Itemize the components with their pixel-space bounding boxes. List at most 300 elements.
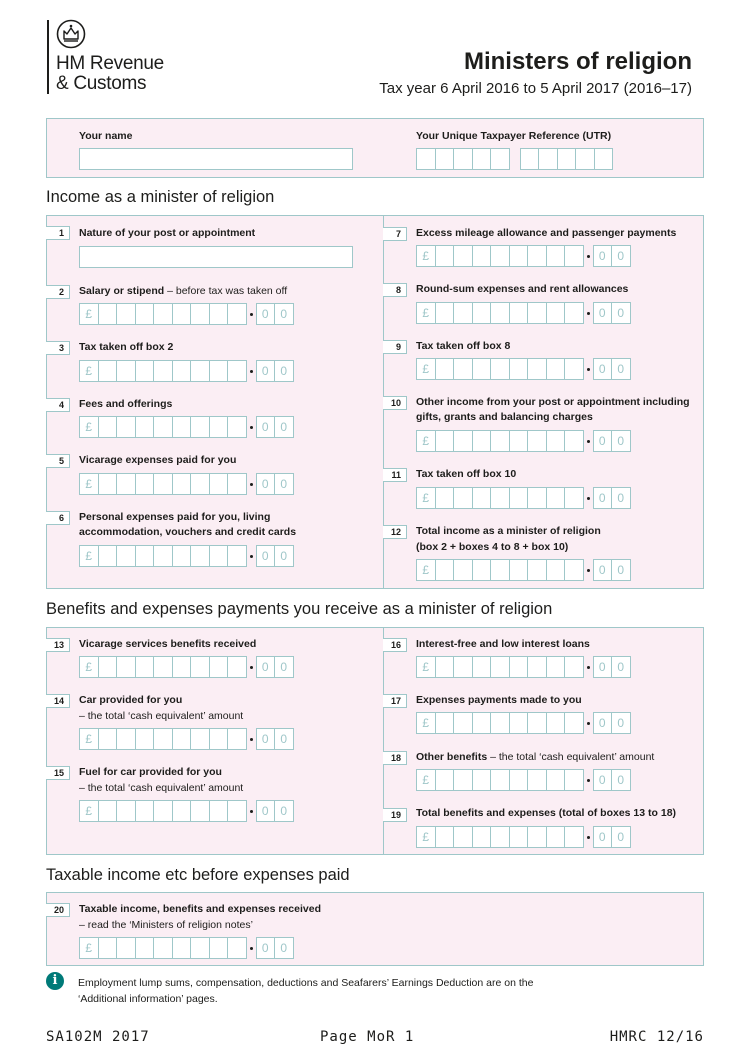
utr-digit[interactable]	[453, 148, 473, 170]
pence-digit[interactable]: 0	[593, 430, 613, 452]
pounds-digit[interactable]	[453, 559, 473, 581]
pounds-digit[interactable]	[172, 545, 192, 567]
pounds-digit[interactable]	[564, 559, 584, 581]
hmrc-logo-text	[56, 54, 164, 94]
pounds-digit[interactable]	[190, 545, 210, 567]
pounds-digit-currency[interactable]: £	[79, 303, 99, 325]
utr-digit[interactable]	[416, 148, 436, 170]
pence-digit[interactable]: 0	[274, 360, 294, 382]
pounds-digit-currency[interactable]: £	[416, 430, 436, 452]
utr-label: Your Unique Taxpayer Reference (UTR)	[416, 130, 612, 142]
utr-digit[interactable]	[557, 148, 577, 170]
box-18-label-main: Other benefits	[416, 751, 488, 763]
pounds-digit[interactable]	[172, 473, 192, 495]
pounds-digit[interactable]	[509, 302, 529, 324]
pounds-digit[interactable]	[453, 430, 473, 452]
pounds-digit[interactable]	[435, 656, 455, 678]
box-10-label-line-2: gifts, grants and balancing charges	[416, 411, 593, 423]
pounds-digit[interactable]	[564, 358, 584, 380]
decimal-point	[584, 487, 593, 509]
pence-digit[interactable]: 0	[256, 937, 276, 959]
pounds-digit[interactable]	[209, 937, 229, 959]
pounds-digit[interactable]	[546, 712, 566, 734]
pounds-digit[interactable]	[546, 559, 566, 581]
pence-digit[interactable]: 0	[256, 728, 276, 750]
box-number-6: 6	[46, 511, 70, 525]
pounds-digit[interactable]	[527, 245, 547, 267]
pounds-digit[interactable]	[190, 728, 210, 750]
pounds-digit[interactable]	[116, 656, 136, 678]
pounds-digit[interactable]	[509, 430, 529, 452]
pence-digit[interactable]: 0	[256, 303, 276, 325]
pounds-digit[interactable]	[546, 302, 566, 324]
pounds-digit[interactable]	[472, 769, 492, 791]
pence-digit[interactable]: 0	[611, 302, 631, 324]
box-17-amount[interactable]	[416, 712, 631, 734]
pounds-digit[interactable]	[490, 358, 510, 380]
pounds-digit[interactable]	[190, 800, 210, 822]
pence-digit[interactable]: 0	[611, 430, 631, 452]
pounds-digit[interactable]	[98, 473, 118, 495]
pounds-digit[interactable]	[527, 358, 547, 380]
pence-digit[interactable]: 0	[274, 937, 294, 959]
pounds-digit[interactable]	[116, 728, 136, 750]
section-heading-taxable: Taxable income etc before expenses paid	[46, 866, 350, 884]
pounds-digit[interactable]	[564, 245, 584, 267]
pounds-digit[interactable]	[209, 728, 229, 750]
pounds-digit[interactable]	[472, 559, 492, 581]
box-4-amount[interactable]	[79, 416, 294, 438]
box-number-10: 10	[383, 396, 407, 410]
box-number-15: 15	[46, 766, 70, 780]
pounds-digit[interactable]	[453, 712, 473, 734]
pounds-digit-currency[interactable]: £	[416, 358, 436, 380]
pence-digit[interactable]: 0	[274, 416, 294, 438]
box-18-label-note: – the total ‘cash equivalent’ amount	[487, 751, 655, 763]
pence-digit[interactable]: 0	[593, 712, 613, 734]
pence-digit[interactable]: 0	[593, 487, 613, 509]
pounds-digit[interactable]	[435, 358, 455, 380]
pounds-digit[interactable]	[509, 487, 529, 509]
pounds-digit-currency[interactable]: £	[79, 545, 99, 567]
info-note-line-1: Employment lump sums, compensation, deductions and Seafarers’ Earnings Deduction are on the	[78, 977, 534, 989]
pounds-digit-currency[interactable]: £	[416, 712, 436, 734]
pounds-digit[interactable]	[135, 303, 155, 325]
pounds-digit[interactable]	[153, 800, 173, 822]
pence-digit[interactable]: 0	[611, 769, 631, 791]
box-2-label-main: Salary or stipend	[79, 285, 165, 297]
box-9-label: Tax taken off box 8	[416, 340, 511, 352]
box-3-amount[interactable]	[79, 360, 294, 382]
pounds-digit[interactable]	[98, 303, 118, 325]
pence-digit[interactable]: 0	[256, 545, 276, 567]
pounds-digit[interactable]	[509, 712, 529, 734]
pounds-digit[interactable]	[227, 473, 247, 495]
logo-divider	[47, 20, 49, 94]
pence-digit[interactable]: 0	[611, 559, 631, 581]
pounds-digit[interactable]	[546, 769, 566, 791]
pence-digit[interactable]: 0	[256, 416, 276, 438]
pence-digit[interactable]: 0	[611, 826, 631, 848]
pounds-digit[interactable]	[153, 656, 173, 678]
box-5-label: Vicarage expenses paid for you	[79, 454, 237, 466]
pounds-digit[interactable]	[490, 430, 510, 452]
pence-boxes	[256, 728, 294, 750]
box-7-label: Excess mileage allowance and passenger payments	[416, 227, 677, 239]
pounds-digit[interactable]	[509, 358, 529, 380]
pounds-digit[interactable]	[98, 937, 118, 959]
pounds-digit[interactable]	[453, 826, 473, 848]
decimal-point	[247, 728, 256, 750]
pounds-digit[interactable]	[472, 245, 492, 267]
pounds-digit[interactable]	[153, 416, 173, 438]
pounds-digit-currency[interactable]: £	[416, 656, 436, 678]
pounds-digit[interactable]	[472, 302, 492, 324]
box-6-label: Personal expenses paid for you, living	[79, 511, 271, 523]
pounds-digit[interactable]	[116, 303, 136, 325]
pounds-digit[interactable]	[98, 800, 118, 822]
pounds-digit[interactable]	[435, 487, 455, 509]
pounds-digit[interactable]	[435, 769, 455, 791]
pounds-digit[interactable]	[490, 302, 510, 324]
pence-boxes	[593, 656, 631, 678]
box-11-amount[interactable]	[416, 487, 631, 509]
box-14-amount[interactable]	[79, 728, 294, 750]
pounds-digit[interactable]	[564, 430, 584, 452]
utr-digit[interactable]	[435, 148, 455, 170]
pounds-digit[interactable]	[116, 473, 136, 495]
pounds-digit[interactable]	[453, 656, 473, 678]
pounds-digit[interactable]	[172, 800, 192, 822]
pounds-digit[interactable]	[527, 769, 547, 791]
decimal-point	[584, 656, 593, 678]
pence-digit[interactable]: 0	[611, 712, 631, 734]
pounds-digit[interactable]	[435, 826, 455, 848]
pence-digit[interactable]: 0	[274, 303, 294, 325]
box-20-label: Taxable income, benefits and expenses received	[79, 903, 321, 915]
pence-boxes	[593, 559, 631, 581]
pounds-digit-currency[interactable]: £	[416, 769, 436, 791]
pounds-digit[interactable]	[509, 769, 529, 791]
pence-digit[interactable]: 0	[274, 728, 294, 750]
pounds-digit[interactable]	[209, 656, 229, 678]
pounds-digit[interactable]	[227, 303, 247, 325]
decimal-point	[247, 937, 256, 959]
pounds-digit[interactable]	[527, 487, 547, 509]
info-note-line-2: ‘Additional information’ pages.	[78, 993, 218, 1005]
box-number-17: 17	[383, 694, 407, 708]
pounds-digit-currency[interactable]: £	[416, 826, 436, 848]
pounds-digit[interactable]	[546, 656, 566, 678]
pounds-digit-currency[interactable]: £	[416, 559, 436, 581]
pounds-digit[interactable]	[172, 937, 192, 959]
decimal-point	[247, 656, 256, 678]
pence-digit[interactable]: 0	[274, 473, 294, 495]
pounds-digit[interactable]	[472, 826, 492, 848]
pounds-digit[interactable]	[546, 430, 566, 452]
pounds-digit[interactable]	[564, 769, 584, 791]
pounds-digit[interactable]	[546, 245, 566, 267]
pounds-digit[interactable]	[546, 358, 566, 380]
pounds-digit[interactable]	[527, 430, 547, 452]
decimal-point	[247, 303, 256, 325]
pounds-digit[interactable]	[135, 545, 155, 567]
pounds-digit[interactable]	[546, 487, 566, 509]
pounds-digit[interactable]	[135, 937, 155, 959]
pence-digit[interactable]: 0	[593, 358, 613, 380]
royal-crest-icon	[56, 18, 86, 50]
pounds-digit[interactable]	[227, 416, 247, 438]
pounds-digit-currency[interactable]: £	[79, 656, 99, 678]
pounds-digit[interactable]	[227, 545, 247, 567]
box-7-amount[interactable]	[416, 245, 631, 267]
box-16-amount[interactable]	[416, 656, 631, 678]
pounds-digit[interactable]	[435, 245, 455, 267]
pounds-digit[interactable]	[172, 656, 192, 678]
box-15-label: Fuel for car provided for you	[79, 766, 222, 778]
decimal-point	[584, 430, 593, 452]
pence-digit[interactable]: 0	[593, 769, 613, 791]
pence-digit[interactable]: 0	[274, 545, 294, 567]
pounds-digit[interactable]	[209, 303, 229, 325]
pounds-digit[interactable]	[172, 416, 192, 438]
box-9-amount[interactable]	[416, 358, 631, 380]
pounds-digit[interactable]	[135, 728, 155, 750]
info-note	[78, 975, 638, 1007]
pounds-digit[interactable]	[172, 303, 192, 325]
pence-digit[interactable]: 0	[611, 358, 631, 380]
decimal-point	[584, 302, 593, 324]
box-19-amount[interactable]	[416, 826, 631, 848]
pounds-digit-currency[interactable]: £	[416, 487, 436, 509]
pence-boxes	[593, 769, 631, 791]
pounds-digit[interactable]	[209, 416, 229, 438]
box-11-label: Tax taken off box 10	[416, 468, 517, 480]
section-heading-benefits: Benefits and expenses payments you receive as a minister of religion	[46, 600, 553, 618]
box-20-note: – read the ‘Ministers of religion notes’	[79, 919, 253, 931]
pence-digit[interactable]: 0	[611, 245, 631, 267]
pounds-digit[interactable]	[116, 416, 136, 438]
box-8-label: Round-sum expenses and rent allowances	[416, 283, 629, 295]
pence-digit[interactable]: 0	[593, 656, 613, 678]
pounds-digit[interactable]	[435, 302, 455, 324]
pence-digit[interactable]: 0	[274, 656, 294, 678]
pounds-digit-currency[interactable]: £	[79, 360, 99, 382]
pounds-digit[interactable]	[153, 360, 173, 382]
pence-digit[interactable]: 0	[593, 302, 613, 324]
box-2-amount[interactable]	[79, 303, 294, 325]
pounds-digit[interactable]	[564, 826, 584, 848]
pounds-digit[interactable]	[509, 245, 529, 267]
pounds-digit[interactable]	[190, 303, 210, 325]
box-17-label: Expenses payments made to you	[416, 694, 582, 706]
pounds-digit[interactable]	[227, 728, 247, 750]
pence-digit[interactable]: 0	[593, 245, 613, 267]
box-5-amount[interactable]	[79, 473, 294, 495]
pounds-digit[interactable]	[135, 360, 155, 382]
pence-boxes	[593, 487, 631, 509]
pounds-digit[interactable]	[98, 728, 118, 750]
box-15-note: – the total ‘cash equivalent’ amount	[79, 782, 244, 794]
pounds-digit[interactable]	[435, 712, 455, 734]
utr-input[interactable]	[416, 148, 613, 170]
pounds-digit[interactable]	[190, 416, 210, 438]
pounds-digit[interactable]	[135, 473, 155, 495]
pounds-digit[interactable]	[435, 430, 455, 452]
pounds-digit[interactable]	[490, 245, 510, 267]
pounds-digit[interactable]	[564, 302, 584, 324]
pounds-digit[interactable]	[472, 358, 492, 380]
box-3-label: Tax taken off box 2	[79, 341, 174, 353]
pounds-digit-currency[interactable]: £	[79, 800, 99, 822]
pounds-digit[interactable]	[490, 712, 510, 734]
pounds-digit[interactable]	[98, 545, 118, 567]
pence-boxes	[256, 545, 294, 567]
pounds-digit[interactable]	[509, 559, 529, 581]
box-12-amount[interactable]	[416, 559, 631, 581]
pounds-digit[interactable]	[209, 545, 229, 567]
box-4-label: Fees and offerings	[79, 398, 173, 410]
box-20-amount[interactable]	[79, 937, 294, 959]
pounds-digit[interactable]	[227, 937, 247, 959]
pounds-digit[interactable]	[472, 487, 492, 509]
pence-boxes	[593, 302, 631, 324]
pounds-digit[interactable]	[153, 937, 173, 959]
pounds-digit[interactable]	[509, 656, 529, 678]
pence-digit[interactable]: 0	[593, 559, 613, 581]
pence-digit[interactable]: 0	[611, 487, 631, 509]
pounds-digit[interactable]	[435, 559, 455, 581]
pounds-digit[interactable]	[98, 416, 118, 438]
pounds-digit[interactable]	[98, 360, 118, 382]
pounds-digit-currency[interactable]: £	[416, 245, 436, 267]
pounds-digit[interactable]	[472, 656, 492, 678]
pounds-digit[interactable]	[527, 656, 547, 678]
pounds-digit[interactable]	[472, 430, 492, 452]
decimal-point	[247, 473, 256, 495]
pence-digit[interactable]: 0	[274, 800, 294, 822]
pence-boxes	[256, 360, 294, 382]
box-1-input[interactable]	[79, 246, 353, 268]
utr-digit[interactable]	[575, 148, 595, 170]
pounds-digit-currency[interactable]: £	[79, 728, 99, 750]
pence-digit[interactable]: 0	[256, 473, 276, 495]
pounds-digit[interactable]	[490, 826, 510, 848]
pounds-digit-currency[interactable]: £	[416, 302, 436, 324]
pence-boxes	[593, 430, 631, 452]
pounds-digit[interactable]	[227, 800, 247, 822]
utr-digit[interactable]	[520, 148, 540, 170]
pounds-digit[interactable]	[190, 656, 210, 678]
pounds-digit[interactable]	[209, 473, 229, 495]
your-name-input[interactable]	[79, 148, 353, 170]
pounds-digit-currency[interactable]: £	[79, 473, 99, 495]
pounds-digit[interactable]	[116, 360, 136, 382]
utr-digit[interactable]	[538, 148, 558, 170]
pounds-digit[interactable]	[153, 473, 173, 495]
pounds-digit[interactable]	[527, 559, 547, 581]
pounds-digit[interactable]	[453, 358, 473, 380]
pounds-digit[interactable]	[564, 487, 584, 509]
utr-digit[interactable]	[472, 148, 492, 170]
page-title: Ministers of religion	[463, 48, 692, 75]
pounds-digit[interactable]	[116, 545, 136, 567]
box-number-14: 14	[46, 694, 70, 708]
pence-boxes	[593, 826, 631, 848]
info-icon: i	[46, 972, 64, 990]
box-18-amount[interactable]	[416, 769, 631, 791]
pounds-digit[interactable]	[209, 800, 229, 822]
pence-digit[interactable]: 0	[256, 800, 276, 822]
pounds-digit[interactable]	[509, 826, 529, 848]
page-number: Page MoR 1	[320, 1029, 415, 1045]
pounds-digit[interactable]	[453, 245, 473, 267]
pounds-digit[interactable]	[190, 360, 210, 382]
pounds-digit[interactable]	[135, 416, 155, 438]
pounds-digit[interactable]	[227, 656, 247, 678]
pounds-digit[interactable]	[527, 302, 547, 324]
pounds-digit[interactable]	[453, 302, 473, 324]
box-14-note: – the total ‘cash equivalent’ amount	[79, 710, 244, 722]
pounds-digit[interactable]	[490, 559, 510, 581]
pounds-digit[interactable]	[227, 360, 247, 382]
box-15-amount[interactable]	[79, 800, 294, 822]
box-19-label: Total benefits and expenses (total of boxes 13 to 18)	[416, 807, 677, 819]
pounds-digit[interactable]	[153, 728, 173, 750]
box-10-label: Other income from your post or appointment including	[416, 396, 690, 408]
pence-digit[interactable]: 0	[256, 360, 276, 382]
pounds-digit[interactable]	[546, 826, 566, 848]
pounds-digit[interactable]	[190, 937, 210, 959]
pounds-digit[interactable]	[135, 800, 155, 822]
pounds-digit[interactable]	[453, 487, 473, 509]
pounds-digit[interactable]	[490, 487, 510, 509]
pounds-digit[interactable]	[153, 545, 173, 567]
pounds-digit[interactable]	[116, 800, 136, 822]
pence-digit[interactable]: 0	[611, 656, 631, 678]
pounds-digit[interactable]	[490, 656, 510, 678]
pounds-digit[interactable]	[564, 656, 584, 678]
pounds-digit[interactable]	[527, 826, 547, 848]
box-6-amount[interactable]	[79, 545, 294, 567]
pounds-digit[interactable]	[190, 473, 210, 495]
box-13-amount[interactable]	[79, 656, 294, 678]
pounds-digit[interactable]	[172, 728, 192, 750]
pounds-digit[interactable]	[527, 712, 547, 734]
pounds-digit[interactable]	[172, 360, 192, 382]
pounds-digit[interactable]	[135, 656, 155, 678]
pounds-digit[interactable]	[564, 712, 584, 734]
box-2-label	[79, 284, 287, 299]
pounds-digit[interactable]	[490, 769, 510, 791]
box-10-amount[interactable]	[416, 430, 631, 452]
box-13-label: Vicarage services benefits received	[79, 638, 257, 650]
pence-digit[interactable]: 0	[593, 826, 613, 848]
pounds-digit-currency[interactable]: £	[79, 416, 99, 438]
pounds-digit[interactable]	[472, 712, 492, 734]
pence-digit[interactable]: 0	[256, 656, 276, 678]
utr-digit[interactable]	[594, 148, 614, 170]
pounds-digit[interactable]	[453, 769, 473, 791]
utr-digit[interactable]	[490, 148, 510, 170]
pounds-digit[interactable]	[116, 937, 136, 959]
pounds-digit[interactable]	[209, 360, 229, 382]
pounds-digit-currency[interactable]: £	[79, 937, 99, 959]
box-8-amount[interactable]	[416, 302, 631, 324]
pounds-digit[interactable]	[153, 303, 173, 325]
pounds-digit[interactable]	[98, 656, 118, 678]
box-number-8: 8	[383, 283, 407, 297]
